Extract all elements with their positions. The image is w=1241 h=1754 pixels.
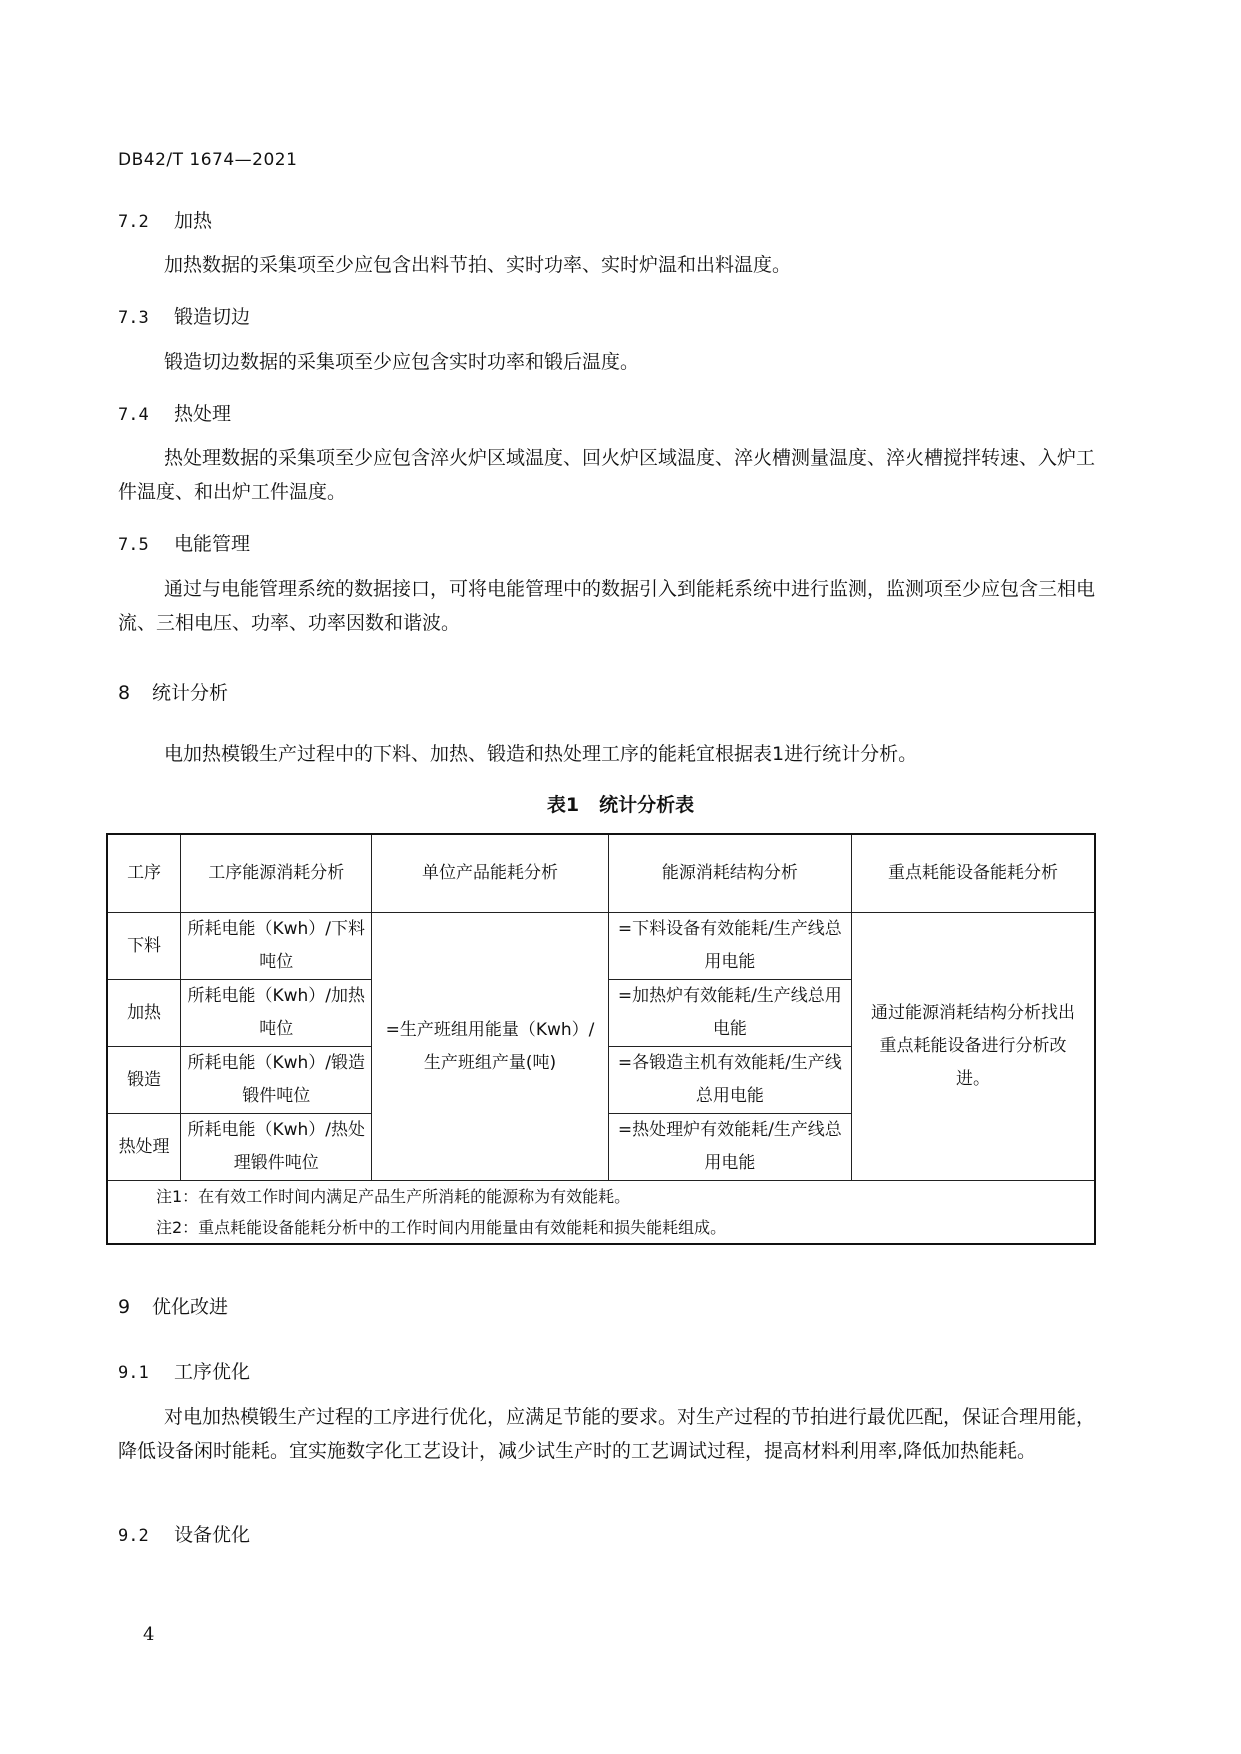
structure-cell: =热处理炉有效能耗/生产线总用电能 xyxy=(608,1114,851,1181)
section-title: 加热 xyxy=(174,210,213,232)
structure-cell: =下料设备有效能耗/生产线总用电能 xyxy=(608,913,851,980)
section-heading xyxy=(118,678,228,705)
page-number: 4 xyxy=(143,1624,155,1645)
section-heading xyxy=(118,529,250,556)
table-caption xyxy=(0,790,1241,817)
section-heading xyxy=(118,1357,250,1384)
section-number: 9 xyxy=(118,1296,131,1318)
section-number: 7.2 xyxy=(118,212,149,232)
section-number: 9.1 xyxy=(118,1363,149,1383)
paragraph: 通过与电能管理系统的数据接口，可将电能管理中的数据引入到能耗系统中进行监测，监测项至少应包含三相电流、三相电压、功率、功率因数和谐波。 xyxy=(118,578,1096,634)
table-header-cell: 重点耗能设备能耗分析 xyxy=(852,834,1095,913)
table-header-cell: 单位产品能耗分析 xyxy=(372,834,608,913)
table-note: 注1：在有效工作时间内满足产品生产所消耗的能源称为有效能耗。 xyxy=(107,1181,1095,1213)
statistics-table xyxy=(106,833,1096,1245)
paragraph: 对电加热模锻生产过程的工序进行优化，应满足节能的要求。对生产过程的节拍进行最优匹配，保证合理用能，降低设备闲时能耗。宜实施数字化工艺设计，减少试生产时的工艺调试过程，提高材料利用率,降低加热能耗。 xyxy=(118,1406,1096,1462)
energy-cell: 所耗电能（Kwh）/加热吨位 xyxy=(181,980,372,1047)
process-cell: 热处理 xyxy=(107,1114,181,1181)
structure-cell: =各锻造主机有效能耗/生产线总用电能 xyxy=(608,1047,851,1114)
table-header-row xyxy=(107,834,1095,913)
section-number: 8 xyxy=(118,682,131,704)
table-label: 表1 xyxy=(546,794,580,816)
document-header: DB42/T 1674—2021 xyxy=(118,150,298,170)
section-title: 热处理 xyxy=(174,403,232,425)
section-number: 7.5 xyxy=(118,535,149,555)
table-header-cell: 能源消耗结构分析 xyxy=(608,834,851,913)
section-title: 统计分析 xyxy=(152,682,229,704)
paragraph: 热处理数据的采集项至少应包含淬火炉区域温度、回火炉区域温度、淬火槽测量温度、淬火槽搅拌转速、入炉工件温度、和出炉工件温度。 xyxy=(118,447,1096,503)
section-heading xyxy=(118,1292,228,1319)
paragraph: 加热数据的采集项至少应包含出料节拍、实时功率、实时炉温和出料温度。 xyxy=(164,254,792,276)
table-header-cell: 工序能源消耗分析 xyxy=(181,834,372,913)
table-title: 统计分析表 xyxy=(599,794,695,816)
section-title: 工序优化 xyxy=(174,1361,251,1383)
unit-product-cell: =生产班组用能量（Kwh）/生产班组产量(吨) xyxy=(372,913,608,1181)
table-note-row xyxy=(107,1181,1095,1213)
table-note: 注2：重点耗能设备能耗分析中的工作时间内用能量由有效能耗和损失能耗组成。 xyxy=(107,1212,1095,1244)
section-number: 7.3 xyxy=(118,308,149,328)
section-title: 设备优化 xyxy=(174,1524,251,1546)
section-number: 7.4 xyxy=(118,405,149,425)
structure-cell: =加热炉有效能耗/生产线总用电能 xyxy=(608,980,851,1047)
section-title: 优化改进 xyxy=(152,1296,229,1318)
process-cell: 锻造 xyxy=(107,1047,181,1114)
section-title: 电能管理 xyxy=(174,533,251,555)
paragraph: 锻造切边数据的采集项至少应包含实时功率和锻后温度。 xyxy=(164,351,640,373)
process-cell: 加热 xyxy=(107,980,181,1047)
table-row xyxy=(107,913,1095,980)
table-note-row xyxy=(107,1212,1095,1244)
paragraph: 电加热模锻生产过程中的下料、加热、锻造和热处理工序的能耗宜根据表1进行统计分析。 xyxy=(164,743,918,765)
key-equipment-cell: 通过能源消耗结构分析找出重点耗能设备进行分析改进。 xyxy=(852,913,1095,1181)
energy-cell: 所耗电能（Kwh）/锻造锻件吨位 xyxy=(181,1047,372,1114)
section-heading xyxy=(118,399,231,426)
table-header-cell: 工序 xyxy=(107,834,181,913)
section-heading xyxy=(118,1520,250,1547)
energy-cell: 所耗电能（Kwh）/热处理锻件吨位 xyxy=(181,1114,372,1181)
energy-cell: 所耗电能（Kwh）/下料吨位 xyxy=(181,913,372,980)
section-heading xyxy=(118,206,212,233)
section-heading xyxy=(118,302,250,329)
section-number: 9.2 xyxy=(118,1526,149,1546)
section-title: 锻造切边 xyxy=(174,306,251,328)
process-cell: 下料 xyxy=(107,913,181,980)
